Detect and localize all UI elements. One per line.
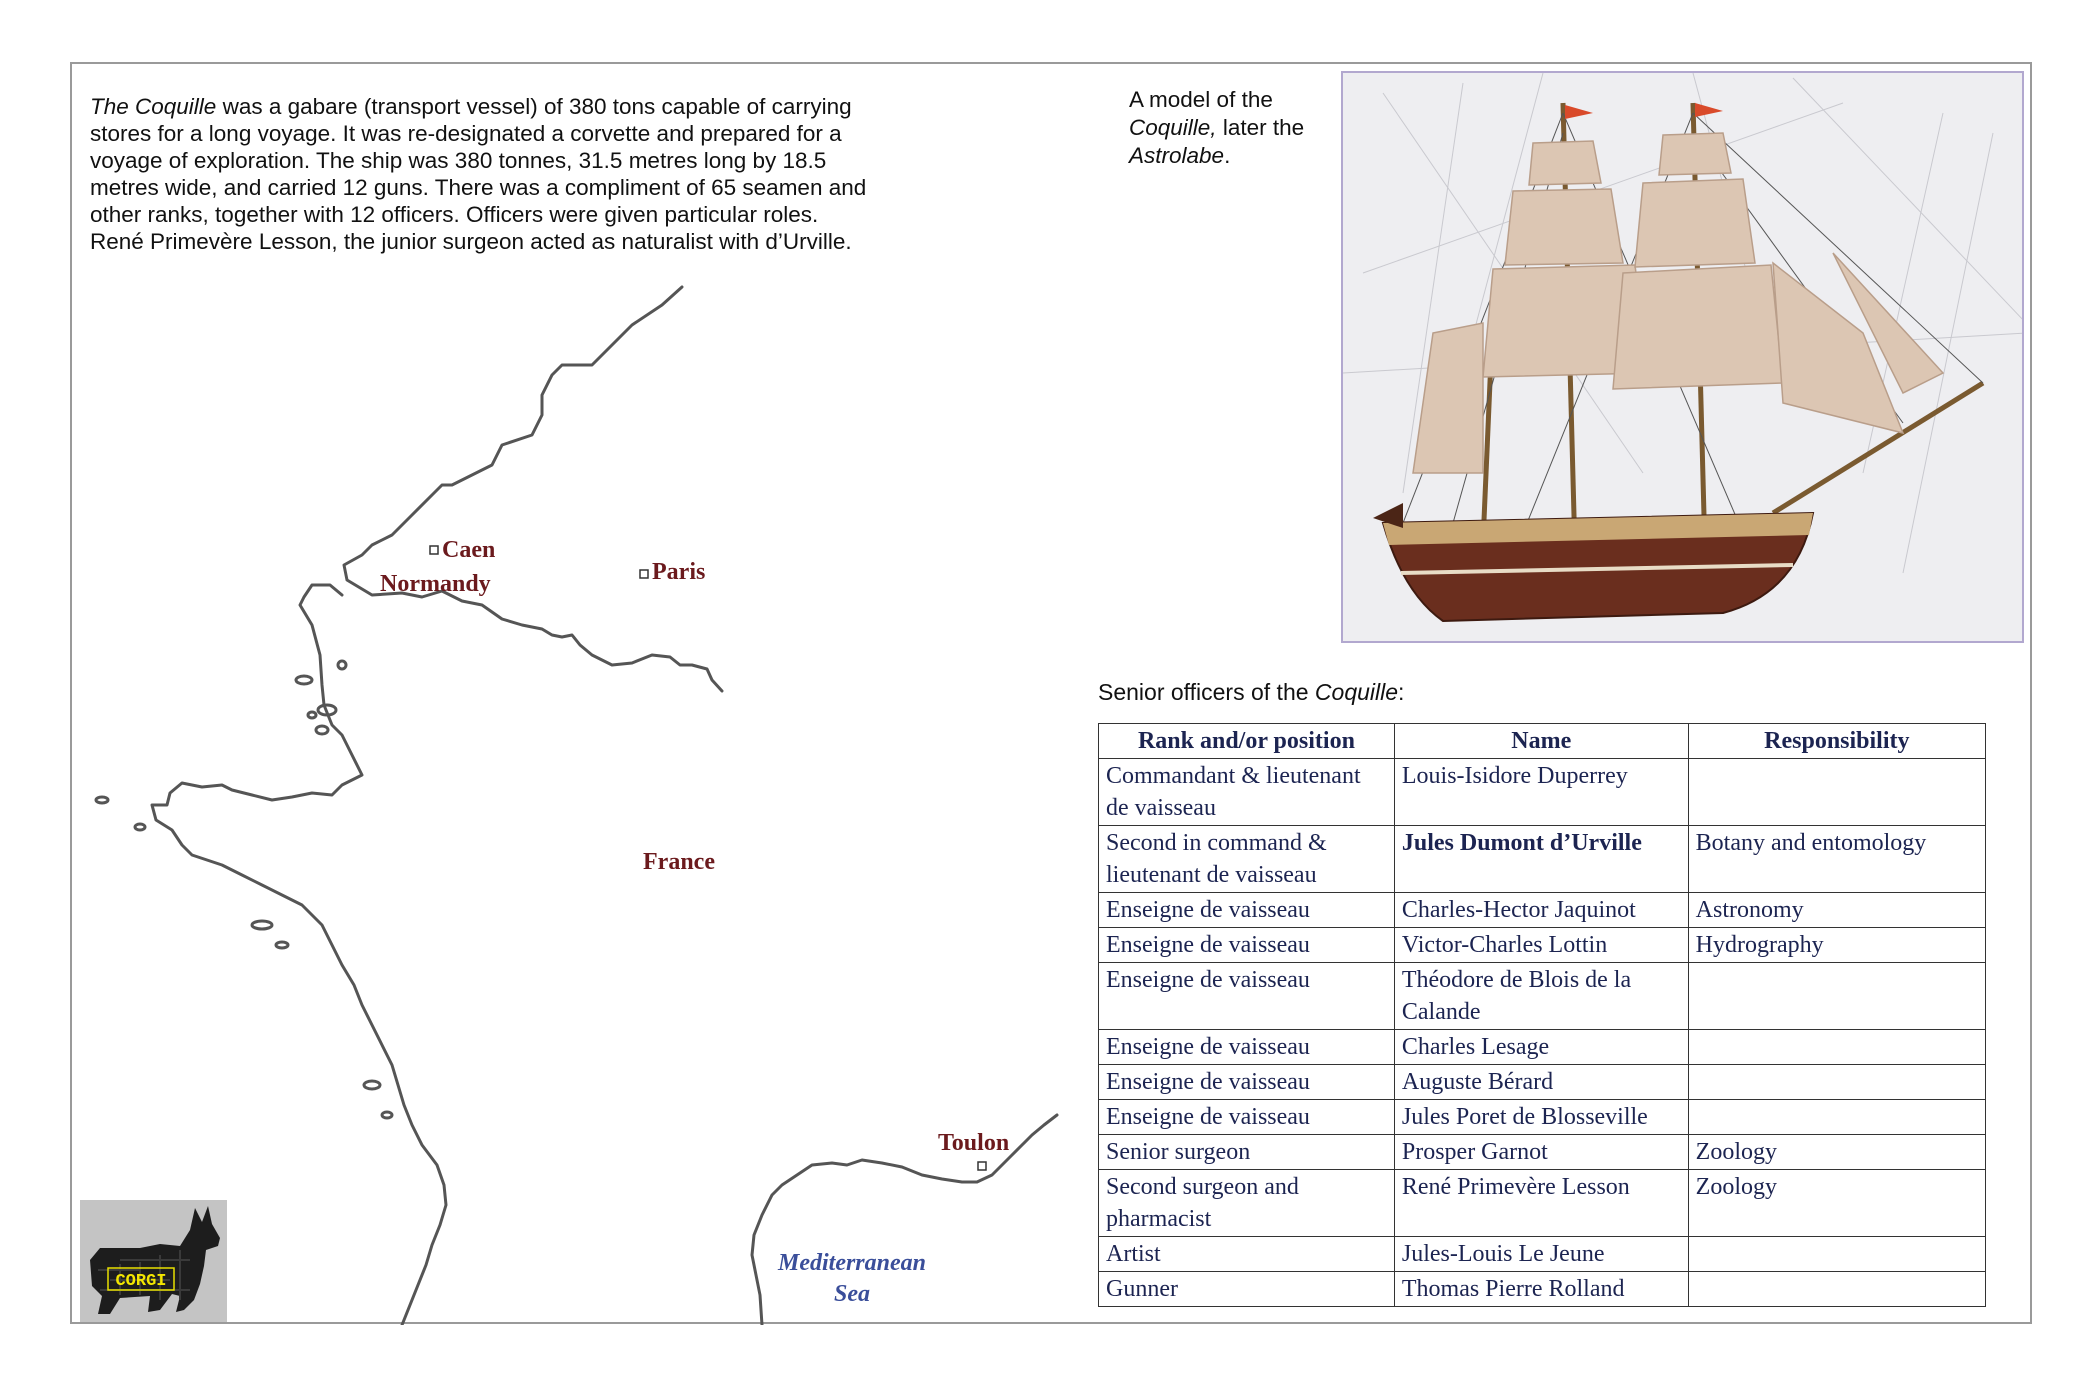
label-sea-line1: Mediterranean: [777, 1250, 927, 1276]
model-caption: [1129, 86, 1329, 170]
caption-ship: Coquille,: [1129, 115, 1217, 140]
cell-name: Louis-Isidore Duperrey: [1394, 759, 1688, 826]
cell-rank: Enseigne de vaisseau: [1099, 1065, 1395, 1100]
cell-name: Prosper Garnot: [1394, 1135, 1688, 1170]
officers-table: [1098, 723, 1986, 1307]
cell-responsibility: Astronomy: [1688, 893, 1985, 928]
cell-responsibility: [1688, 1272, 1985, 1307]
officers-heading-suffix: :: [1398, 679, 1405, 705]
cell-responsibility: Hydrography: [1688, 928, 1985, 963]
table-row: [1099, 1237, 1986, 1272]
cell-responsibility: [1688, 1065, 1985, 1100]
table-row: [1099, 826, 1986, 893]
intro-paragraph: [90, 93, 870, 255]
cell-rank: Enseigne de vaisseau: [1099, 963, 1395, 1030]
header-name: Name: [1394, 724, 1688, 759]
marker-toulon: [978, 1162, 986, 1170]
corgi-logo: [80, 1200, 227, 1322]
cell-responsibility: [1688, 963, 1985, 1030]
officers-heading-prefix: Senior officers of the: [1098, 679, 1315, 705]
table-row: [1099, 893, 1986, 928]
cell-name: Charles-Hector Jaquinot: [1394, 893, 1688, 928]
cell-responsibility: [1688, 1237, 1985, 1272]
label-france: France: [643, 849, 715, 875]
corgi-logo-image: [80, 1200, 227, 1322]
table-row: [1099, 1030, 1986, 1065]
intro-ship-name: The Coquille: [90, 94, 217, 119]
cell-name: René Primevère Lesson: [1394, 1170, 1688, 1237]
cell-rank: Commandant & lieutenant de vaisseau: [1099, 759, 1395, 826]
cell-responsibility: [1688, 1100, 1985, 1135]
cell-name: Auguste Bérard: [1394, 1065, 1688, 1100]
ship-model-photo: [1341, 71, 2024, 643]
header-rank: Rank and/or position: [1099, 724, 1395, 759]
cell-responsibility: [1688, 1030, 1985, 1065]
svg-text:CORGI: CORGI: [115, 1272, 167, 1291]
cell-name: Jules-Louis Le Jeune: [1394, 1237, 1688, 1272]
label-sea-line2: Sea: [834, 1281, 870, 1307]
table-row: [1099, 1100, 1986, 1135]
cell-responsibility: Zoology: [1688, 1135, 1985, 1170]
cell-responsibility: Botany and entomology: [1688, 826, 1985, 893]
cell-name: Jules Dumont d’Urville: [1394, 826, 1688, 893]
caption-middle: later the: [1216, 115, 1305, 140]
cell-rank: Enseigne de vaisseau: [1099, 1030, 1395, 1065]
map-coastline-south: [752, 1115, 1057, 1325]
table-header-row: [1099, 724, 1986, 759]
cell-name: Jules Poret de Blosseville: [1394, 1100, 1688, 1135]
caption-prefix: A model of the: [1129, 87, 1273, 112]
label-toulon: Toulon: [938, 1130, 1010, 1156]
cell-name: Théodore de Blois de la Calande: [1394, 963, 1688, 1030]
cell-rank: Second surgeon and pharmacist: [1099, 1170, 1395, 1237]
map-france: [72, 285, 1072, 1325]
table-row: [1099, 1170, 1986, 1237]
table-row: [1099, 1065, 1986, 1100]
officers-heading: [1098, 679, 1404, 706]
marker-paris: [640, 570, 648, 578]
cell-rank: Enseigne de vaisseau: [1099, 928, 1395, 963]
table-row: [1099, 759, 1986, 826]
cell-rank: Senior surgeon: [1099, 1135, 1395, 1170]
cell-name: Victor-Charles Lottin: [1394, 928, 1688, 963]
cell-rank: Second in command & lieutenant de vaisseau: [1099, 826, 1395, 893]
caption-later-name: Astrolabe: [1129, 143, 1225, 168]
table-row: [1099, 1135, 1986, 1170]
cell-name: Charles Lesage: [1394, 1030, 1688, 1065]
cell-responsibility: [1688, 759, 1985, 826]
cell-rank: Artist: [1099, 1237, 1395, 1272]
intro-body: was a gabare (transport vessel) of 380 tons capable of carrying stores for a long voyage. It was re-designated a corvette and prepared for a voyage of exploration. The ship was 380 tonnes, 31.5 metres long by 18.5 metres wide, and carried 12 guns. There was a compliment of 65 seamen and other ranks, together with 12 officers. Officers were given particular roles. René Primevère Lesson, the junior surgeon acted as naturalist with d’Urville.: [90, 94, 867, 254]
cell-rank: Gunner: [1099, 1272, 1395, 1307]
cell-name: Thomas Pierre Rolland: [1394, 1272, 1688, 1307]
marker-caen: [430, 546, 438, 554]
cell-responsibility: Zoology: [1688, 1170, 1985, 1237]
officers-heading-ship: Coquille: [1314, 679, 1399, 705]
cell-rank: Enseigne de vaisseau: [1099, 893, 1395, 928]
table-row: [1099, 928, 1986, 963]
table-row: [1099, 963, 1986, 1030]
table-row: [1099, 1272, 1986, 1307]
label-paris: Paris: [652, 559, 706, 585]
ship-model-illustration: [1343, 73, 2024, 643]
cell-rank: Enseigne de vaisseau: [1099, 1100, 1395, 1135]
map-coastline-north: [344, 287, 722, 691]
label-normandy: Normandy: [380, 571, 491, 597]
label-caen: Caen: [442, 537, 496, 563]
header-responsibility: Responsibility: [1688, 724, 1985, 759]
caption-suffix: .: [1224, 143, 1231, 168]
